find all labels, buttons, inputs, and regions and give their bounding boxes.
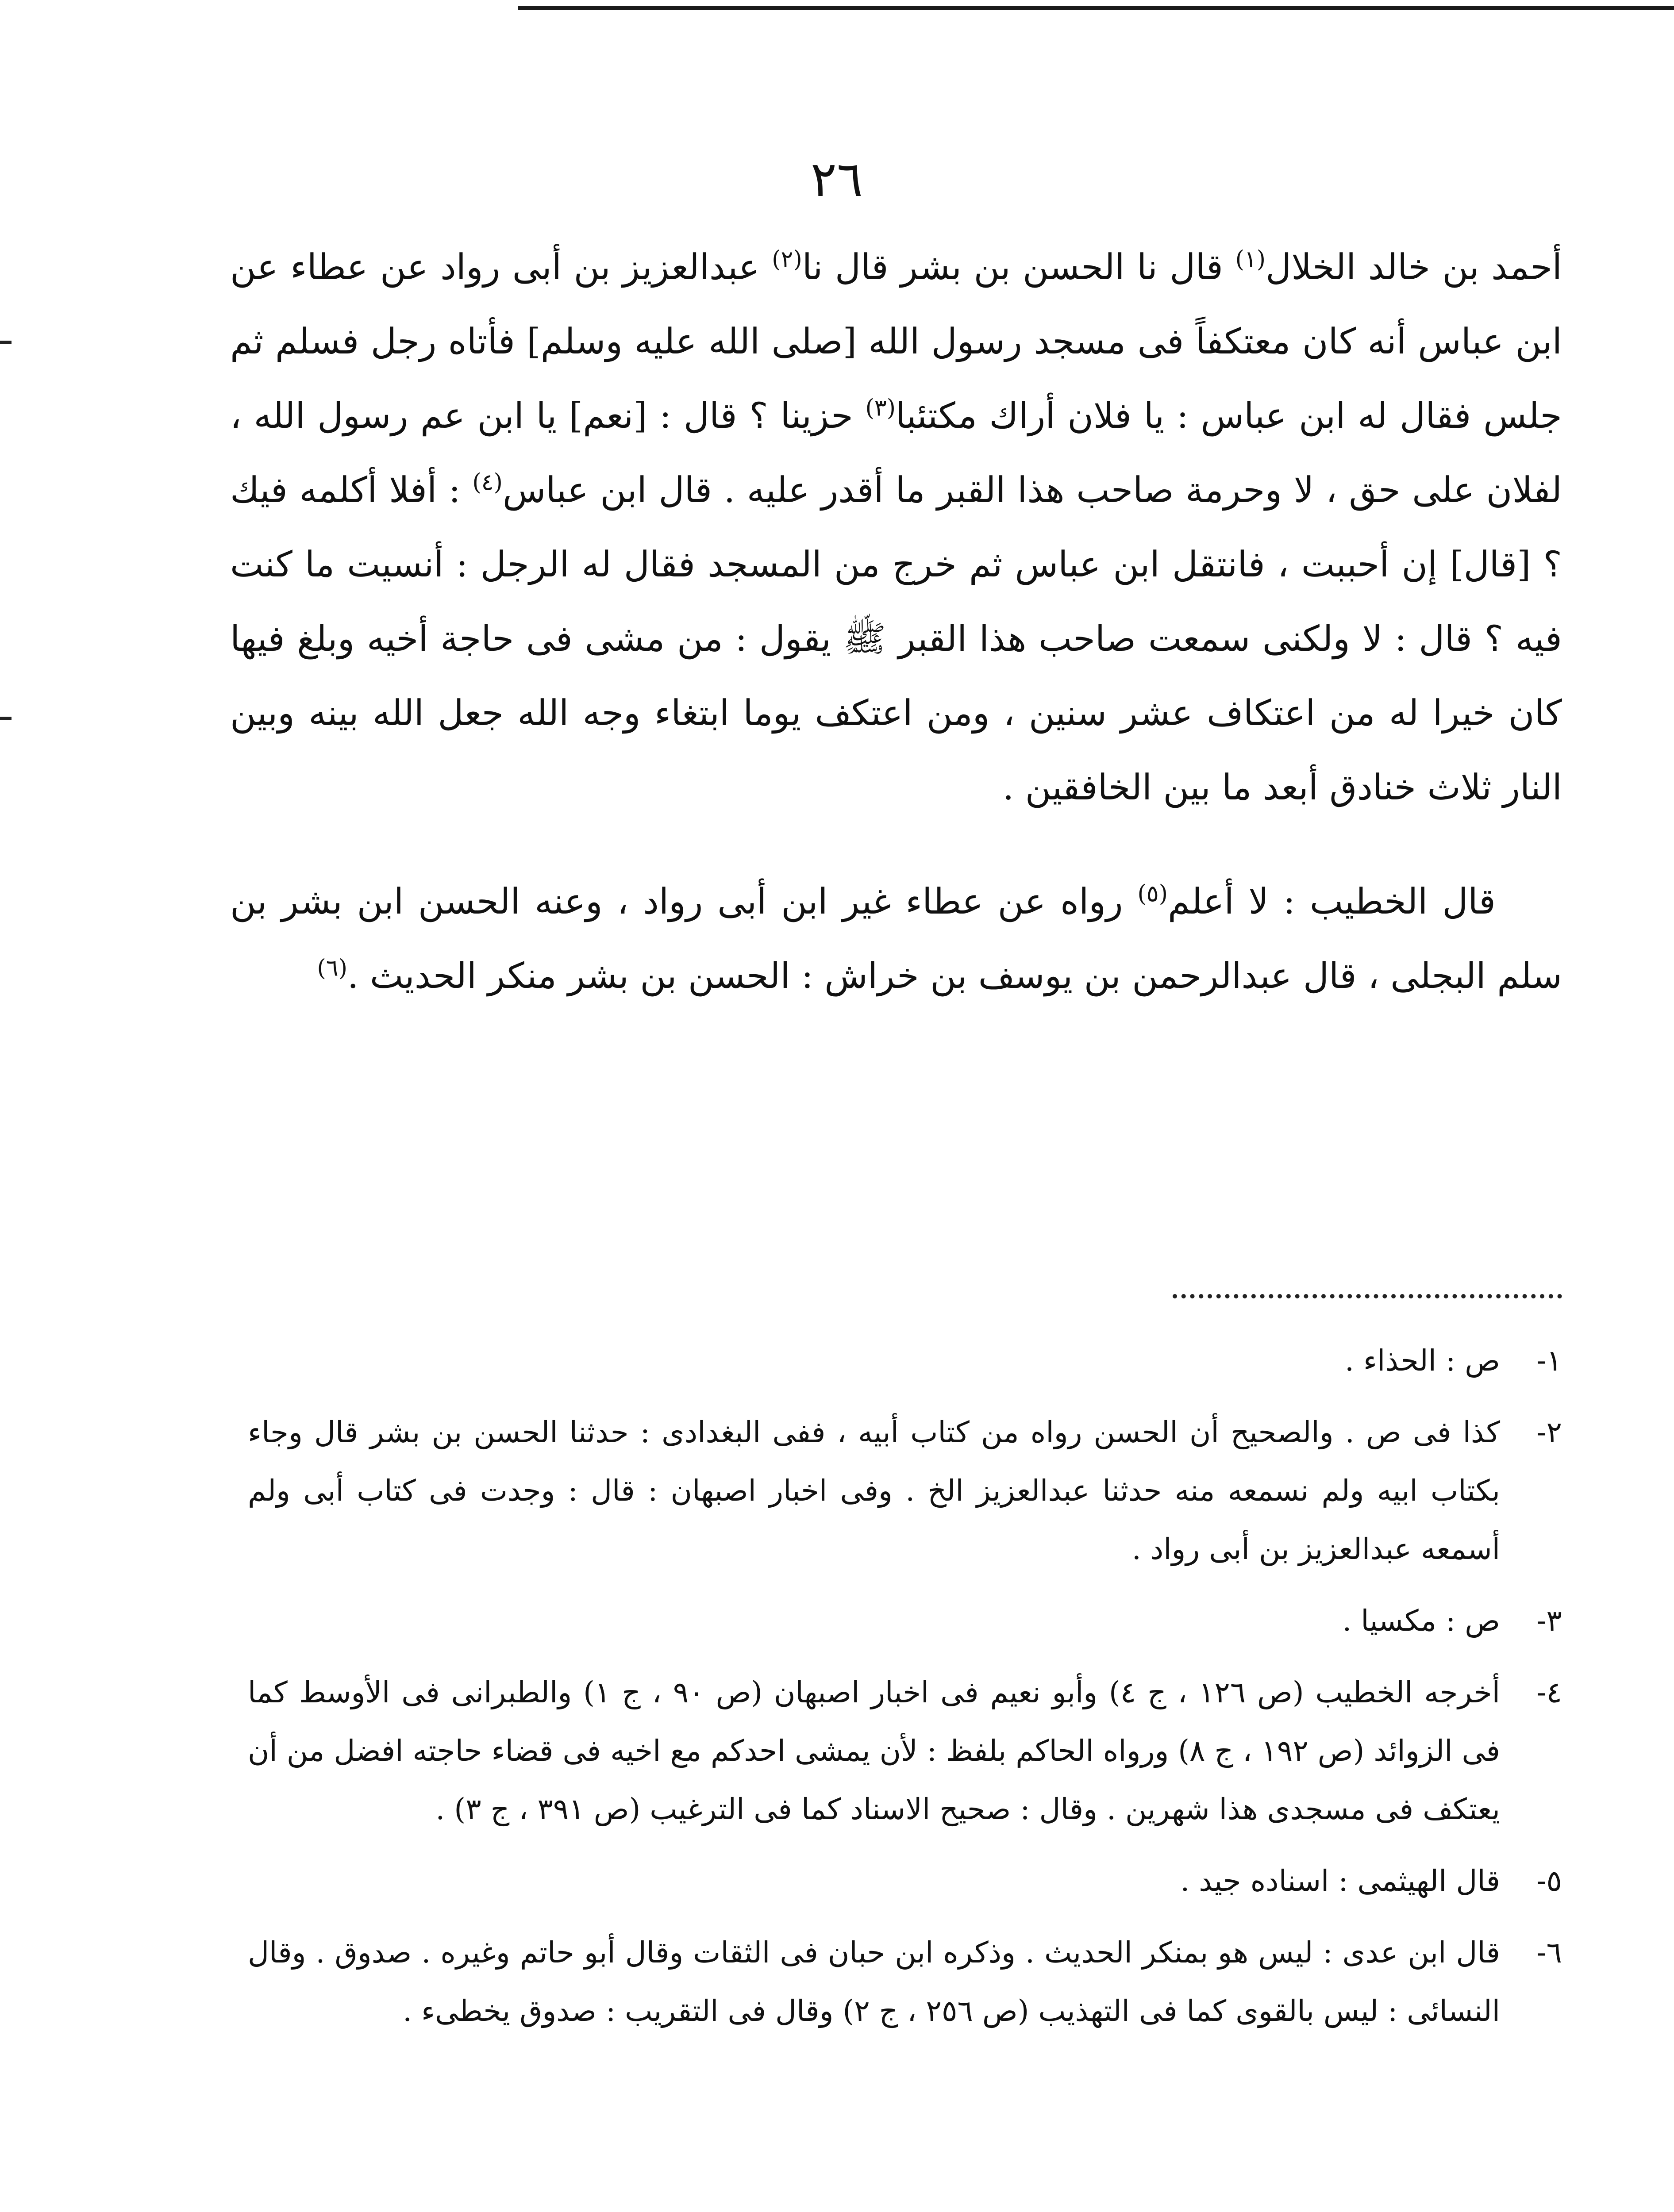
text-run: رواه عن عطاء غير ابن أبى رواد ، وعنه الحسن ابن بشر بن سلم البجلى ، قال عبدالرحمن بن يوسف بن خراش : الحسن بن بشر منكر الحديث .: [230, 881, 1562, 996]
footnote-marker: (٥): [1137, 880, 1168, 907]
footnote-marker: (١): [1235, 246, 1266, 273]
footnote-marker: (٦): [317, 955, 348, 982]
footnote-number: ٢-: [1536, 1415, 1562, 1449]
text-run: أحمد بن خالد الخلال: [1266, 246, 1562, 288]
main-text: [230, 230, 1562, 1013]
footnote-marker: (٤): [472, 469, 503, 496]
footnote-text: ص : مكسيا .: [1342, 1604, 1500, 1638]
footnote-text: أخرجه الخطيب (ص ١٢٦ ، ج ٤) وأبو نعيم فى اخبار اصبهان (ص ٩٠ ، ج ١) والطبرانى فى الأوسط كما فى الزوائد (ص ١٩٢ ، ج ٨) ورواه الحاكم بلفظ : لأن يمشى احدكم مع اخيه فى قضاء حاجته افضل من أن يعتكف فى مسجدى هذا شهرين . وقال : صحيح الاسناد كما فى الترغيب (ص ٣٩١ ، ج ٣) .: [248, 1675, 1501, 1826]
top-rule: [518, 6, 1674, 10]
text-run: قال الخطيب : لا أعلم: [1167, 881, 1496, 922]
footnote-item: [248, 1592, 1562, 1650]
edge-mark: [0, 717, 12, 720]
footnote-marker: (٣): [865, 395, 896, 422]
footnote-item: [248, 1924, 1562, 2040]
footnote-text: قال ابن عدى : ليس هو بمنكر الحديث . وذكره ابن حبان فى الثقات وقال أبو حاتم وغيره . صدوق . وقال النسائى : ليس بالقوى كما فى التهذيب (ص ٢٥٦ ، ج ٢) وقال فى التقريب : صدوق يخطىء .: [248, 1936, 1500, 2028]
footnote-item: [248, 1403, 1562, 1578]
paragraph-commentary: [230, 864, 1562, 1013]
footnote-number: ٦-: [1536, 1936, 1562, 1970]
footnote-item: [248, 1852, 1562, 1910]
footnotes: [248, 1332, 1562, 2054]
footnote-marker: (٢): [772, 246, 802, 273]
text-run: عبدالعزيز بن أبى رواد عن عطاء عن ابن عباس أنه كان معتكفاً فى مسجد رسول الله [صلى الله عليه وسلم] فأتاه رجل فسلم ثم جلس فقال له ابن عباس : يا فلان أراك مكتئبا: [230, 246, 1562, 436]
text-run: قال نا الحسن بن بشر قال نا: [802, 246, 1235, 288]
footnote-number: ٥-: [1536, 1864, 1562, 1898]
page-number: ٢٦: [810, 151, 863, 207]
footnote-number: ٣-: [1536, 1604, 1562, 1638]
footnote-item: [248, 1332, 1562, 1390]
footnote-item: [248, 1663, 1562, 1839]
footnote-text: كذا فى ص . والصحيح أن الحسن رواه من كتاب أبيه ، ففى البغدادى : حدثنا الحسن بن بشر قال وجاء بكتاب ابيه ولم نسمعه منه حدثنا عبدالعزيز الخ . وفى اخبار اصبهان : قال : وجدت فى كتاب أبى ولم أسمعه عبدالعزيز بن أبى رواد .: [248, 1415, 1500, 1566]
text-run: حزينا ؟ قال : [نعم] يا ابن عم رسول الله ، لفلان على حق ، لا وحرمة صاحب هذا القبر ما أقدر عليه . قال ابن عباس: [230, 395, 1562, 511]
footnote-separator: [1173, 1294, 1562, 1298]
footnote-text: ص : الحذاء .: [1344, 1344, 1500, 1378]
footnote-text: قال الهيثمى : اسناده جيد .: [1180, 1864, 1500, 1898]
footnote-number: ٤-: [1536, 1675, 1562, 1709]
paragraph-hadith: [230, 230, 1562, 825]
edge-mark: [0, 341, 12, 344]
text-run: : أفلا أكلمه فيك ؟ [قال] إن أحببت ، فانتقل ابن عباس ثم خرج من المسجد فقال له الرجل : أنسيت ما كنت فيه ؟ قال : لا ولكنى سمعت صاحب هذا القبر ﷺ يقول : من مشى فى حاجة أخيه وبلغ فيها كان خيرا له من اعتكاف عشر سنين ، ومن اعتكف يوما ابتغاء وجه الله جعل الله بينه وبين النار ثلاث خنادق أبعد ما بين الخافقين .: [230, 469, 1562, 808]
footnote-number: ١-: [1536, 1344, 1562, 1378]
